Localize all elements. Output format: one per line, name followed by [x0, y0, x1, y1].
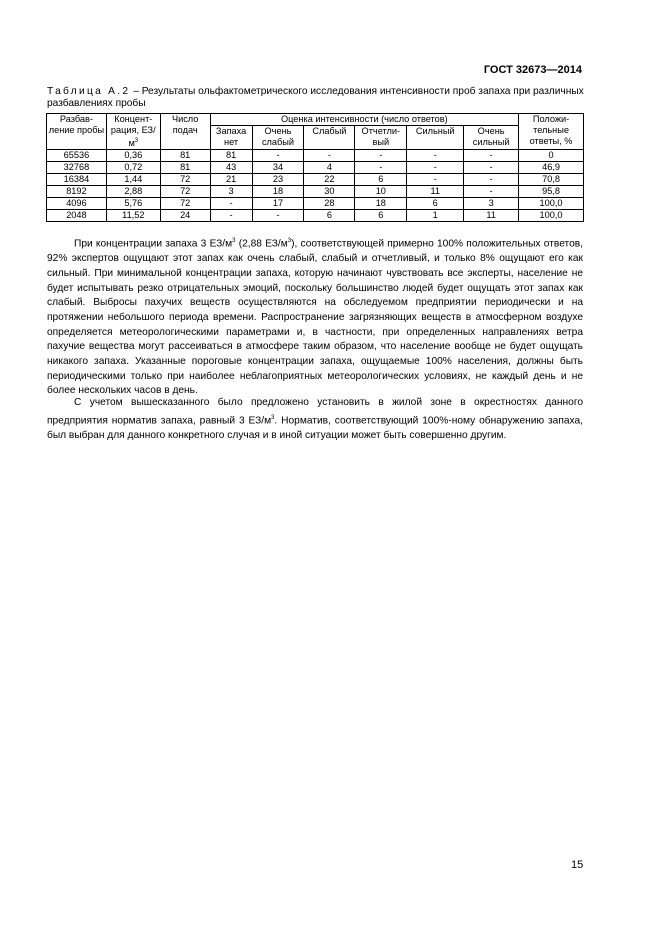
- table-cell: -: [210, 210, 252, 222]
- table-cell: -: [252, 210, 304, 222]
- table-caption-text: – Результаты ольфактометрического исследования интенсивности проб запаха при различных разбавлениях пробы: [47, 86, 584, 109]
- table-cell: 65536: [47, 150, 107, 162]
- table-row: [47, 174, 584, 186]
- header-concentration-sup: 3: [134, 138, 139, 144]
- paragraph-1-text-c: ), соответствующей примерно 100% положительных ответов, 92% экспертов ощущают этот запах как очень слабый, слабый и отчетливый, и только 8% ощущают его как сильный. При минимальной концентрации запаха, которую начинают чувствовать все эксперты, население не будет испытывать резко отрицательных эмоций, поскольку большинство людей будет ощущать этот запах как слабый. Выбросы пахучих веществ осуществляются на обследуемом предприятии периодически и на протяжении небольшого периода времени. Распространение загрязняющих веществ в атмосферном воздухе определяется метеорологическими параметрами и, в частности, при определенных направлениях ветра пахучие вещества могут рассеиваться в атмосфере таким образом, что население вообще не будет ощущать никакого запаха. Указанные пороговые концентрации запаха, ощущаемые 100% населения, должны быть периодическими только при наиболее неблагоприятных метеорологических условиях, не каждый день и не более нескольких часов в день.: [47, 238, 583, 397]
- results-table: [46, 113, 584, 222]
- table-cell: 72: [160, 186, 210, 198]
- table-cell: -: [252, 150, 304, 162]
- table-cell: 6: [407, 198, 464, 210]
- table-header-row: [47, 114, 584, 126]
- table-cell: 23: [252, 174, 304, 186]
- table-cell: 6: [355, 210, 407, 222]
- table-cell: 5,76: [106, 198, 160, 210]
- table-cell: 16384: [47, 174, 107, 186]
- table-cell: -: [407, 162, 464, 174]
- document-code: ГОСТ 32673—2014: [483, 64, 582, 76]
- table-cell: 6: [355, 174, 407, 186]
- table-cell: 4096: [47, 198, 107, 210]
- table-row: [47, 186, 584, 198]
- table-cell: 22: [304, 174, 355, 186]
- table-cell: 3: [210, 186, 252, 198]
- paragraph-1-text-a: При концентрации запаха 3 ЕЗ/м: [74, 238, 233, 250]
- header-dilution: Разбав-ление пробы: [47, 114, 107, 150]
- table-cell: 18: [355, 198, 407, 210]
- paragraph-2-text-a: С учетом вышесказанного было предложено установить в жилой зоне в окрестностях данного предприятия норматив запаха, равный 3 ЕЗ/м: [47, 397, 583, 427]
- table-cell: 0,72: [106, 162, 160, 174]
- paragraph-2-text-b: . Норматив, соответствующий 100%-ному обнаружению запаха, был выбран для данного конкретного случая и в иной ситуации может быть совершенно другим.: [47, 415, 583, 441]
- header-intensity-group: Оценка интенсивности (число ответов): [210, 114, 518, 126]
- header-very-weak: Очень слабый: [252, 126, 304, 150]
- body-paragraph-1: [47, 234, 583, 399]
- page-number: 15: [571, 859, 584, 871]
- table-cell: 70,8: [519, 174, 584, 186]
- table-cell: -: [464, 174, 519, 186]
- table-cell: 6: [304, 210, 355, 222]
- table-cell: 21: [210, 174, 252, 186]
- header-concentration-text: Концент-рация, ЕЗ/м: [110, 114, 156, 149]
- table-caption-label: Таблица А.2: [47, 86, 131, 97]
- body-paragraph-2: [47, 396, 583, 444]
- superscript-3: 3: [287, 238, 292, 244]
- table-cell: -: [210, 198, 252, 210]
- table-row: [47, 150, 584, 162]
- superscript-3: 3: [271, 414, 275, 421]
- table-cell: 11: [464, 210, 519, 222]
- table-cell: 0: [519, 150, 584, 162]
- table-cell: 24: [160, 210, 210, 222]
- table-cell: 81: [160, 162, 210, 174]
- table-cell: 3: [464, 198, 519, 210]
- table-cell: -: [355, 162, 407, 174]
- table-cell: 46,9: [519, 162, 584, 174]
- table-cell: -: [304, 150, 355, 162]
- table-row: [47, 162, 584, 174]
- table-cell: 1: [407, 210, 464, 222]
- table-cell: 8192: [47, 186, 107, 198]
- header-no-odor: Запаха нет: [210, 126, 252, 150]
- table-cell: 0,36: [106, 150, 160, 162]
- table-cell: 17: [252, 198, 304, 210]
- table-cell: 81: [210, 150, 252, 162]
- table-cell: 43: [210, 162, 252, 174]
- table-row: [47, 210, 584, 222]
- table-cell: -: [464, 162, 519, 174]
- table-cell: 95,8: [519, 186, 584, 198]
- header-strong: Сильный: [407, 126, 464, 150]
- table-cell: -: [407, 150, 464, 162]
- header-positive: Положи-тельные ответы, %: [519, 114, 584, 150]
- table-cell: -: [407, 174, 464, 186]
- superscript-3: 3: [232, 238, 236, 244]
- header-weak: Слабый: [304, 126, 355, 150]
- table-caption: [47, 86, 587, 110]
- table-cell: -: [355, 150, 407, 162]
- table-cell: 72: [160, 198, 210, 210]
- table-cell: 32768: [47, 162, 107, 174]
- table-cell: 30: [304, 186, 355, 198]
- table-cell: 10: [355, 186, 407, 198]
- header-distinct: Отчетли-вый: [355, 126, 407, 150]
- table-cell: 81: [160, 150, 210, 162]
- header-very-strong: Очень сильный: [464, 126, 519, 150]
- table-cell: 100,0: [519, 198, 584, 210]
- table-cell: 1,44: [106, 174, 160, 186]
- table-cell: 18: [252, 186, 304, 198]
- table-cell: -: [464, 150, 519, 162]
- table-cell: 28: [304, 198, 355, 210]
- table-cell: 2,88: [106, 186, 160, 198]
- table-cell: 2048: [47, 210, 107, 222]
- table-cell: 34: [252, 162, 304, 174]
- table-cell: 4: [304, 162, 355, 174]
- table-cell: 100,0: [519, 210, 584, 222]
- table-cell: 72: [160, 174, 210, 186]
- table-cell: 11: [407, 186, 464, 198]
- table-cell: 11,52: [106, 210, 160, 222]
- table-row: [47, 198, 584, 210]
- table-cell: -: [464, 186, 519, 198]
- header-count: Число подач: [160, 114, 210, 150]
- header-concentration: [106, 114, 160, 150]
- paragraph-1-text-b: (2,88 ЕЗ/м: [235, 238, 288, 250]
